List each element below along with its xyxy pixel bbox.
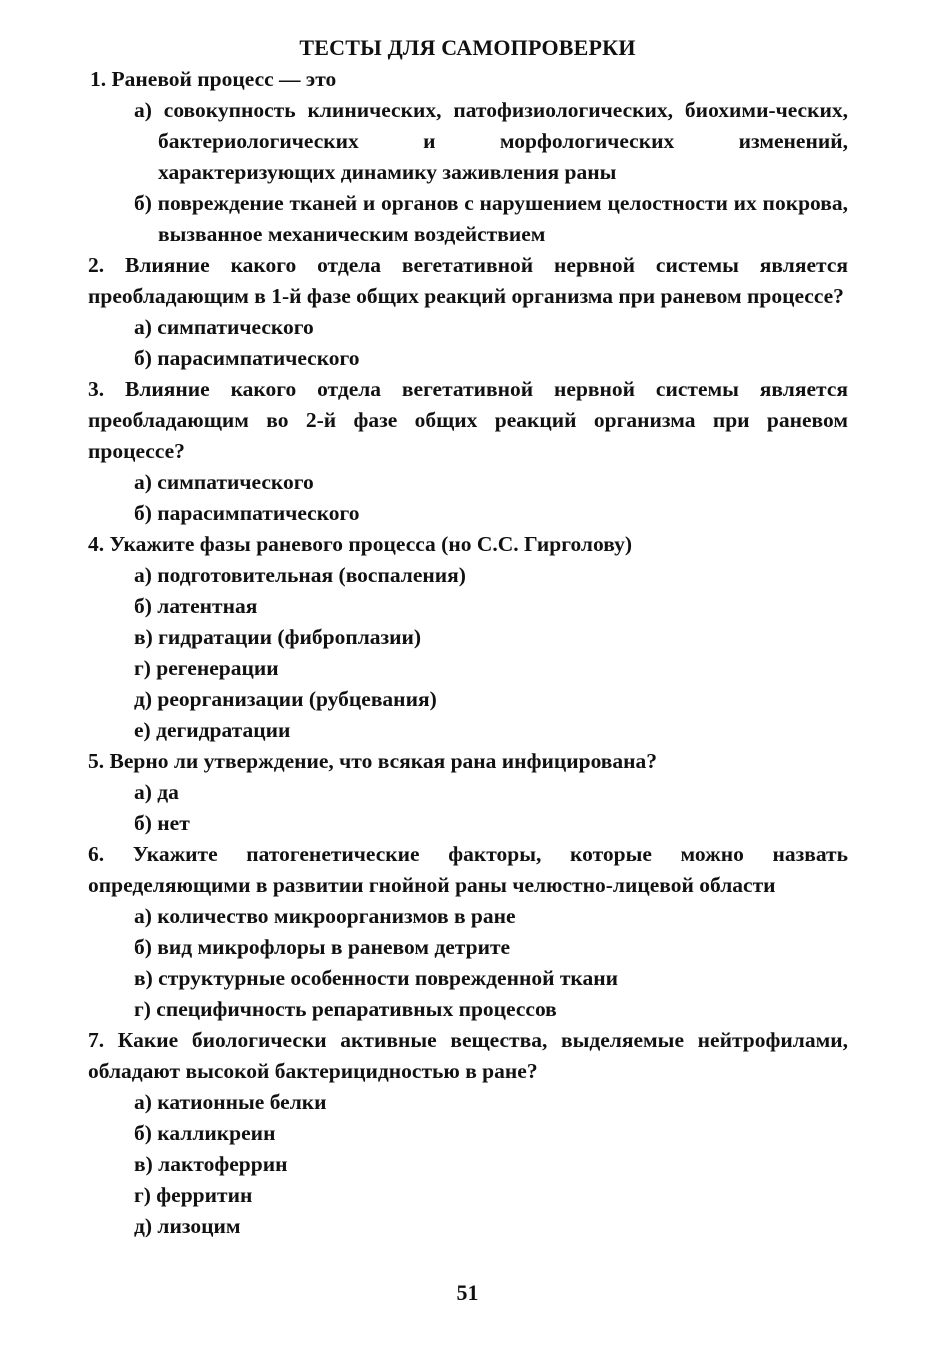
page-title: ТЕСТЫ ДЛЯ САМОПРОВЕРКИ xyxy=(299,35,636,60)
question-6-option-b: б) вид микрофлоры в раневом детрите xyxy=(134,935,511,959)
question-4: 4. Укажите фазы раневого процесса (но С.С. Гирголову) xyxy=(88,532,632,556)
question-7-option-d: г) ферритин xyxy=(134,1183,253,1207)
question-3-option-b: б) парасимпатического xyxy=(134,501,360,525)
question-1-option-b: б) повреждение тканей и органов с нарушением целостности их покрова, вызванное механическим воздействием xyxy=(134,191,848,246)
question-7-option-e: д) лизоцим xyxy=(134,1214,241,1238)
question-5-option-b: б) нет xyxy=(134,811,190,835)
question-4-option-b: б) латентная xyxy=(134,594,258,618)
question-2: 2. Влияние какого отдела вегетативной нервной системы является преобладающим в 1-й фазе общих реакций организма при раневом процессе? xyxy=(88,253,848,308)
page-number: 51 xyxy=(456,1280,479,1305)
question-7: 7. Какие биологически активные вещества, выделяемые нейтрофилами, обладают высокой бактерицидностью в ране? xyxy=(88,1028,848,1083)
question-6-option-d: г) специфичность репаративных процессов xyxy=(134,997,557,1021)
question-1-option-a: а) совокупность клинических, патофизиологических, биохими-ческих, бактериологических и морфологических изменений, характеризующих динамику заживления раны xyxy=(134,98,848,184)
question-6: 6. Укажите патогенетические факторы, которые можно назвать определяющими в развитии гнойной раны челюстно-лицевой области xyxy=(88,842,848,897)
question-7-option-a: а) катионные белки xyxy=(134,1090,327,1114)
question-4-option-d: г) регенерации xyxy=(134,656,279,680)
question-4-option-a: а) подготовительная (воспаления) xyxy=(134,563,466,587)
question-6-option-a: а) количество микроорганизмов в ране xyxy=(134,904,516,928)
question-3-option-a: а) симпатического xyxy=(134,470,314,494)
question-4-option-e: д) реорганизации (рубцевания) xyxy=(134,687,437,711)
question-4-option-f: е) дегидратации xyxy=(134,718,291,742)
question-7-option-c: в) лактоферрин xyxy=(134,1152,288,1176)
question-4-option-c: в) гидратации (фиброплазии) xyxy=(134,625,422,649)
question-5: 5. Верно ли утверждение, что всякая рана инфицирована? xyxy=(88,749,658,773)
question-3: 3. Влияние какого отдела вегетативной нервной системы является преобладающим во 2-й фазе общих реакций организма при раневом процессе? xyxy=(88,377,848,463)
question-2-option-a: а) симпатического xyxy=(134,315,314,339)
question-2-option-b: б) парасимпатического xyxy=(134,346,360,370)
question-7-option-b: б) калликреин xyxy=(134,1121,276,1145)
questions-list xyxy=(88,64,848,1242)
question-5-option-a: а) да xyxy=(134,780,179,804)
question-1: 1. Раневой процесс — это xyxy=(90,67,337,91)
question-6-option-c: в) структурные особенности поврежденной ткани xyxy=(134,966,619,990)
